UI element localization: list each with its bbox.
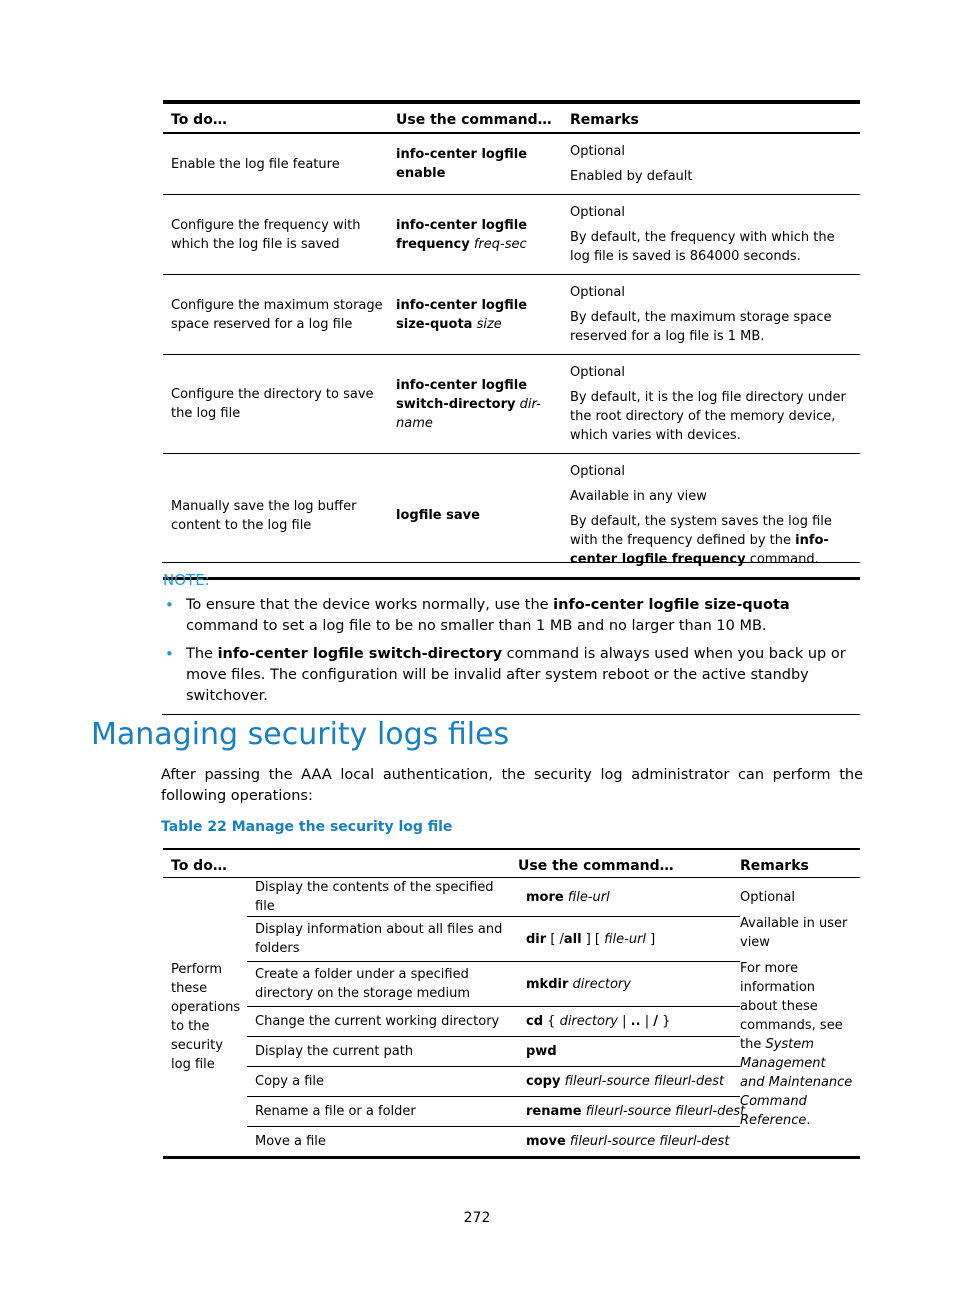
remark-line: [740, 959, 854, 1130]
command-cell: [518, 917, 740, 962]
remark-line: Optional: [570, 205, 625, 220]
remark-reference: System Management and Maintenance Command Reference: [740, 1037, 853, 1128]
command-syntax: [ /: [546, 931, 564, 947]
command-keyword: rename: [526, 1104, 582, 1119]
operation-text: Change the current working directory: [255, 1014, 500, 1029]
remarks-cell: [740, 878, 860, 1158]
operation-text: Display information about all files and folders: [255, 922, 503, 956]
table-row: [163, 355, 860, 454]
command-cell: [518, 1007, 740, 1037]
table-caption: Table 22 Manage the security log file: [161, 819, 453, 835]
command-cell: [396, 133, 570, 195]
remarks-cell: [570, 133, 860, 195]
command-argument: size: [476, 316, 502, 332]
command-keyword: more: [526, 889, 564, 905]
note-item: [162, 595, 860, 637]
operation-cell: [247, 1007, 518, 1037]
command-keyword: mkdir: [526, 976, 569, 992]
table-row: [163, 454, 860, 579]
remark-line: Optional: [570, 464, 625, 479]
col-header-spacer: [247, 849, 518, 878]
command-syntax: {: [543, 1014, 560, 1029]
col-header-todo: To do…: [163, 849, 247, 878]
operation-cell: [247, 1127, 518, 1158]
remark-line: By default, the maximum storage space reserved for a log file is 1 MB.: [570, 310, 832, 344]
command-cell: [396, 454, 570, 579]
note-command: info-center logfile size-quota: [553, 597, 790, 613]
remark-line: Available in user view: [740, 916, 848, 950]
command-cell: [518, 1067, 740, 1097]
todo-cell: [163, 195, 396, 275]
operation-cell: [247, 1067, 518, 1097]
todo-text: Configure the maximum storage space reserved for a log file: [171, 297, 383, 332]
command-keyword: info-center logfile enable: [396, 147, 528, 181]
todo-cell: [163, 454, 396, 579]
section-paragraph: After passing the AAA local authentication, the security log administrator can perform the following operations:: [161, 767, 863, 804]
command-keyword: info-center logfile switch-directory: [396, 377, 528, 412]
command-keyword: info-center logfile size-quota: [396, 297, 528, 332]
command-cell: [518, 1037, 740, 1067]
note-list: [162, 595, 860, 707]
bullet-icon: •: [165, 645, 174, 663]
command-argument: directory: [572, 976, 631, 992]
command-keyword: logfile save: [396, 508, 480, 523]
note-box: [162, 562, 860, 715]
log-file-config-table: [163, 100, 860, 580]
note-title: NOTE:: [163, 571, 210, 589]
note-text: The: [186, 646, 218, 662]
command-argument: directory: [559, 1014, 619, 1029]
command-keyword: ..: [630, 1014, 641, 1029]
command-argument: file-url: [567, 889, 610, 905]
operation-cell: [247, 962, 518, 1007]
todo-text: Configure the directory to save the log file: [171, 387, 374, 421]
operation-cell: [247, 1037, 518, 1067]
command-argument: fileurl-source fileurl-dest: [585, 1104, 746, 1119]
command-argument: fileurl-source fileurl-dest: [569, 1134, 730, 1149]
col-header-remarks: Remarks: [740, 849, 860, 878]
remark-text: .: [806, 1113, 811, 1128]
todo-cell: [163, 878, 247, 1158]
note-item: [162, 644, 860, 707]
operation-text: Create a folder under a specified directory on the storage medium: [255, 967, 471, 1001]
command-keyword: all: [563, 931, 582, 947]
remark-command: info-center logfile frequency: [570, 533, 829, 567]
remark-line: Optional: [570, 144, 625, 159]
todo-cell: [163, 133, 396, 195]
table-row: [163, 195, 860, 275]
todo-cell: [163, 275, 396, 355]
remarks-cell: [570, 275, 860, 355]
operation-text: Display the current path: [255, 1044, 414, 1059]
page-number: 272: [463, 1210, 491, 1226]
security-log-table: [163, 848, 860, 1159]
todo-text: Configure the frequency with which the log file is saved: [171, 217, 361, 252]
operation-text: Display the contents of the specified file: [255, 880, 494, 914]
command-argument: freq-sec: [473, 236, 527, 252]
operation-cell: [247, 878, 518, 917]
col-header-command: Use the command…: [396, 102, 570, 133]
todo-cell: [163, 355, 396, 454]
operation-cell: [247, 917, 518, 962]
command-cell: [396, 275, 570, 355]
command-syntax: }: [657, 1014, 671, 1029]
remark-line: By default, the frequency with which the log file is saved is 864000 seconds.: [570, 230, 835, 264]
table-row: [163, 878, 860, 917]
remark-text: For more information about these commands, see the: [740, 961, 843, 1052]
remarks-cell: [570, 195, 860, 275]
operation-text: Move a file: [255, 1134, 326, 1149]
note-text: To ensure that the device works normally, use the: [186, 597, 554, 613]
remark-text: command.: [745, 552, 819, 567]
command-syntax: ] [: [581, 931, 605, 947]
remark-line: Optional: [570, 285, 625, 300]
col-header-command: Use the command…: [518, 849, 740, 878]
table-row: [163, 275, 860, 355]
remark-line: By default, it is the log file directory under the root directory of the memory device, which varies with devices.: [570, 390, 846, 443]
note-command: info-center logfile switch-directory: [217, 646, 503, 662]
command-keyword: cd: [526, 1014, 544, 1029]
table-row: [163, 133, 860, 195]
remark-line: [570, 512, 854, 569]
remarks-cell: [570, 355, 860, 454]
command-argument: file-url: [604, 931, 647, 947]
command-syntax: |: [640, 1014, 654, 1029]
remark-line: Optional: [570, 365, 625, 380]
section-heading: Managing security logs files: [91, 717, 510, 752]
command-argument: fileurl-source fileurl-dest: [564, 1074, 725, 1089]
col-header-todo: To do…: [163, 102, 396, 133]
todo-text: Manually save the log buffer content to the log file: [171, 498, 357, 533]
command-syntax: ]: [646, 931, 656, 947]
todo-text: Perform these operations to the security log file: [171, 962, 241, 1072]
command-syntax: |: [618, 1014, 631, 1029]
bullet-icon: •: [165, 596, 174, 614]
command-cell: [518, 1097, 746, 1127]
remark-line: Optional: [740, 890, 795, 905]
command-cell: [518, 1127, 740, 1158]
command-keyword: info-center logfile frequency: [396, 217, 528, 252]
col-header-remarks: Remarks: [570, 102, 860, 133]
table-header-row: [163, 102, 860, 133]
command-keyword: pwd: [526, 1044, 557, 1059]
operation-text: Rename a file or a folder: [255, 1104, 416, 1119]
note-text: command to set a log file to be no smaller than 1 MB and no larger than 10 MB.: [186, 618, 767, 634]
remarks-cell: [570, 454, 860, 579]
remark-line: Available in any view: [570, 489, 707, 504]
command-cell: [518, 878, 740, 917]
command-keyword: copy: [526, 1074, 561, 1089]
note-text: command is always used when you back up or move files. The configuration will be invalid after system reboot or the active standby switchover.: [186, 646, 846, 704]
command-argument: dir-name: [396, 396, 541, 431]
todo-text: Enable the log file feature: [171, 156, 340, 172]
command-keyword: dir: [526, 931, 547, 947]
operation-text: Copy a file: [255, 1074, 325, 1089]
command-cell: [396, 195, 570, 275]
command-keyword: move: [526, 1134, 566, 1149]
table-header-row: [163, 849, 860, 878]
command-keyword: /: [653, 1014, 658, 1029]
command-cell: [396, 355, 570, 454]
command-cell: [518, 962, 740, 1007]
remark-line: Enabled by default: [570, 169, 693, 184]
remark-text: By default, the system saves the log file with the frequency defined by the: [570, 514, 832, 548]
operation-cell: [247, 1097, 518, 1127]
